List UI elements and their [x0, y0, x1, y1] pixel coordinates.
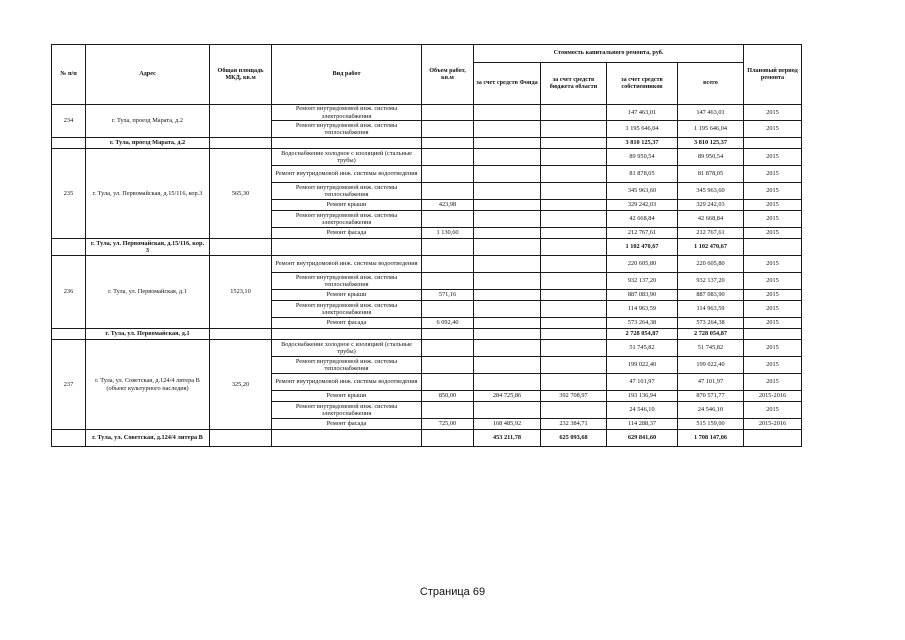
row-total: 42 668,84	[678, 211, 744, 228]
row-volume	[422, 121, 474, 138]
header-period: Плановый период ремонта	[744, 45, 802, 105]
subtotal-work-cell	[272, 430, 422, 447]
row-owners: 114 963,59	[607, 301, 678, 318]
subtotal-fund	[474, 138, 541, 149]
row-work-type: Ремонт внутридомовой инж. системы водоотведения	[272, 256, 422, 273]
row-fund	[474, 228, 541, 239]
row-region	[541, 357, 607, 374]
subtotal-region	[541, 329, 607, 340]
row-period: 2015	[744, 166, 802, 183]
row-num: 235	[52, 149, 86, 239]
row-work-type: Ремонт внутридомовой инж. системы водоотведения	[272, 374, 422, 391]
subtotal-fund: 453 211,78	[474, 430, 541, 447]
row-total: 199 022,40	[678, 357, 744, 374]
row-period: 2015	[744, 105, 802, 121]
row-area	[210, 105, 272, 138]
subtotal-total: 3 810 125,37	[678, 138, 744, 149]
row-period: 2015-2016	[744, 419, 802, 430]
row-volume	[422, 256, 474, 273]
row-owners: 1 195 646,04	[607, 121, 678, 138]
row-region	[541, 183, 607, 200]
subtotal-owners: 1 102 470,67	[607, 239, 678, 256]
row-fund	[474, 340, 541, 357]
row-owners: 573 264,38	[607, 318, 678, 329]
row-owners: 81 878,05	[607, 166, 678, 183]
row-period: 2015	[744, 290, 802, 301]
page-number: Страница 69	[419, 586, 486, 598]
row-period: 2015	[744, 402, 802, 419]
subtotal-area-cell	[210, 430, 272, 447]
row-work-type: Ремонт крыши	[272, 200, 422, 211]
subtotal-volume-cell	[422, 430, 474, 447]
row-total: 24 546,10	[678, 402, 744, 419]
row-region: 392 708,97	[541, 391, 607, 402]
table-row	[52, 256, 802, 273]
header-region: за счет средств бюджета области	[541, 63, 607, 105]
row-address: г. Тула, ул. Первомайская, д.1	[86, 256, 210, 329]
subtotal-row	[52, 138, 802, 149]
row-fund: 168 485,92	[474, 419, 541, 430]
subtotal-total: 2 728 054,87	[678, 329, 744, 340]
row-work-type: Ремонт крыши	[272, 290, 422, 301]
row-volume	[422, 301, 474, 318]
subtotal-label: г. Тула, ул. Первомайская, д.1	[86, 329, 210, 340]
row-work-type: Водоснабжение холодное с изоляцией (стальные трубы)	[272, 340, 422, 357]
row-work-type: Ремонт внутридомовой инж. системы электроснабжения	[272, 211, 422, 228]
row-work-type: Ремонт внутридомовой инж. системы электроснабжения	[272, 301, 422, 318]
row-owners: 47 101,97	[607, 374, 678, 391]
subtotal-fund	[474, 239, 541, 256]
row-owners: 147 463,01	[607, 105, 678, 121]
row-volume	[422, 183, 474, 200]
row-period: 2015	[744, 256, 802, 273]
subtotal-total: 1 708 147,06	[678, 430, 744, 447]
row-fund	[474, 166, 541, 183]
row-owners: 212 767,61	[607, 228, 678, 239]
row-period: 2015	[744, 200, 802, 211]
subtotal-work-cell	[272, 239, 422, 256]
row-work-type: Ремонт внутридомовой инж. системы электроснабжения	[272, 105, 422, 121]
subtotal-fund	[474, 329, 541, 340]
subtotal-label: г. Тула, ул. Советская, д.124/4 литера В	[86, 430, 210, 447]
subtotal-owners: 2 728 054,87	[607, 329, 678, 340]
subtotal-period	[744, 138, 802, 149]
row-region	[541, 374, 607, 391]
subtotal-region	[541, 239, 607, 256]
subtotal-row	[52, 430, 802, 447]
row-work-type: Ремонт внутридомовой инж. системы теплоснабжения	[272, 273, 422, 290]
row-period: 2015	[744, 149, 802, 166]
row-num: 236	[52, 256, 86, 329]
row-owners: 932 137,20	[607, 273, 678, 290]
row-total: 89 950,54	[678, 149, 744, 166]
row-fund	[474, 200, 541, 211]
subtotal-region: 625 093,68	[541, 430, 607, 447]
row-owners: 887 083,90	[607, 290, 678, 301]
row-volume: 571,16	[422, 290, 474, 301]
header-address: Адрес	[86, 45, 210, 105]
header-owners: за счет средств собственников	[607, 63, 678, 105]
row-fund	[474, 211, 541, 228]
row-region	[541, 228, 607, 239]
row-volume	[422, 340, 474, 357]
row-owners: 89 950,54	[607, 149, 678, 166]
row-address: г. Тула, ул. Первомайская, д.15/116, кор.3	[86, 149, 210, 239]
capital-repair-table	[51, 44, 802, 447]
row-fund	[474, 105, 541, 121]
subtotal-num-cell	[52, 329, 86, 340]
row-fund	[474, 183, 541, 200]
subtotal-row	[52, 239, 802, 256]
row-owners: 329 242,03	[607, 200, 678, 211]
row-total: 212 767,61	[678, 228, 744, 239]
row-region	[541, 200, 607, 211]
subtotal-owners: 629 841,60	[607, 430, 678, 447]
row-work-type: Ремонт фасада	[272, 318, 422, 329]
row-region	[541, 340, 607, 357]
subtotal-label: г. Тула, проезд Марата, д.2	[86, 138, 210, 149]
row-work-type: Ремонт фасада	[272, 228, 422, 239]
row-total: 887 083,90	[678, 290, 744, 301]
table-row	[52, 340, 802, 357]
row-total: 114 963,59	[678, 301, 744, 318]
row-area: 565,30	[210, 149, 272, 239]
row-period: 2015	[744, 357, 802, 374]
row-total: 47 101,97	[678, 374, 744, 391]
subtotal-volume-cell	[422, 329, 474, 340]
row-total: 573 264,38	[678, 318, 744, 329]
row-period: 2015	[744, 211, 802, 228]
row-owners: 193 136,94	[607, 391, 678, 402]
row-fund	[474, 290, 541, 301]
row-region	[541, 256, 607, 273]
header-cost-group: Стоимость капитального ремонта, руб.	[474, 45, 744, 63]
row-total: 220 605,80	[678, 256, 744, 273]
row-region	[541, 166, 607, 183]
row-region	[541, 149, 607, 166]
row-region	[541, 273, 607, 290]
row-period: 2015	[744, 273, 802, 290]
row-region	[541, 211, 607, 228]
row-work-type: Ремонт внутридомовой инж. системы теплоснабжения	[272, 121, 422, 138]
subtotal-num-cell	[52, 239, 86, 256]
row-owners: 220 605,80	[607, 256, 678, 273]
row-volume: 1 130,60	[422, 228, 474, 239]
row-volume	[422, 211, 474, 228]
row-total: 345 963,60	[678, 183, 744, 200]
row-fund	[474, 256, 541, 273]
row-address: г. Тула, проезд Марата, д.2	[86, 105, 210, 138]
subtotal-num-cell	[52, 138, 86, 149]
row-owners: 345 963,60	[607, 183, 678, 200]
row-work-type: Ремонт внутридомовой инж. системы водоотведения	[272, 166, 422, 183]
row-owners: 42 668,84	[607, 211, 678, 228]
row-fund	[474, 374, 541, 391]
row-fund: 284 725,86	[474, 391, 541, 402]
row-volume	[422, 105, 474, 121]
row-fund	[474, 273, 541, 290]
subtotal-area-cell	[210, 329, 272, 340]
row-period: 2015	[744, 183, 802, 200]
row-period: 2015	[744, 340, 802, 357]
row-period: 2015-2016	[744, 391, 802, 402]
row-total: 51 745,82	[678, 340, 744, 357]
subtotal-volume-cell	[422, 138, 474, 149]
row-owners: 199 022,40	[607, 357, 678, 374]
row-volume	[422, 374, 474, 391]
row-work-type: Ремонт внутридомовой инж. системы электроснабжения	[272, 402, 422, 419]
row-volume	[422, 357, 474, 374]
row-work-type: Ремонт внутридомовой инж. системы теплоснабжения	[272, 183, 422, 200]
subtotal-total: 1 102 470,67	[678, 239, 744, 256]
row-fund	[474, 318, 541, 329]
row-fund	[474, 402, 541, 419]
row-region	[541, 121, 607, 138]
row-region	[541, 301, 607, 318]
row-region	[541, 290, 607, 301]
header-area: Общая площадь МКД, кв.м	[210, 45, 272, 105]
row-num: 234	[52, 105, 86, 138]
row-period: 2015	[744, 228, 802, 239]
header-work-type: Вид работ	[272, 45, 422, 105]
row-region: 232 384,71	[541, 419, 607, 430]
row-total: 1 195 646,04	[678, 121, 744, 138]
row-work-type: Ремонт внутридомовой инж. системы теплоснабжения	[272, 357, 422, 374]
row-work-type: Ремонт крыши	[272, 391, 422, 402]
subtotal-label: г. Тула, ул. Первомайская, д.15/116, кор. 3	[86, 239, 210, 256]
subtotal-region	[541, 138, 607, 149]
row-fund	[474, 301, 541, 318]
row-region	[541, 318, 607, 329]
row-work-type: Водоснабжение холодное с изоляцией (стальные трубы)	[272, 149, 422, 166]
table-row	[52, 105, 802, 121]
subtotal-period	[744, 329, 802, 340]
row-period: 2015	[744, 374, 802, 391]
row-period: 2015	[744, 301, 802, 318]
row-volume: 6 092,40	[422, 318, 474, 329]
row-total: 147 463,01	[678, 105, 744, 121]
subtotal-owners: 3 810 125,37	[607, 138, 678, 149]
header-volume: Объем работ, кв.м	[422, 45, 474, 105]
header-total: всего	[678, 63, 744, 105]
row-total: 515 159,00	[678, 419, 744, 430]
row-work-type: Ремонт фасада	[272, 419, 422, 430]
row-period: 2015	[744, 318, 802, 329]
subtotal-period	[744, 430, 802, 447]
subtotal-work-cell	[272, 138, 422, 149]
row-fund	[474, 149, 541, 166]
subtotal-num-cell	[52, 430, 86, 447]
table-body	[52, 105, 802, 447]
row-volume	[422, 273, 474, 290]
subtotal-work-cell	[272, 329, 422, 340]
row-address: г. Тула, ул. Советская, д.124/4 литера В (объект культурного наследия)	[86, 340, 210, 430]
row-area: 325,20	[210, 340, 272, 430]
row-total: 870 571,77	[678, 391, 744, 402]
subtotal-period	[744, 239, 802, 256]
row-total: 81 878,05	[678, 166, 744, 183]
table-row	[52, 149, 802, 166]
row-volume: 423,98	[422, 200, 474, 211]
header-fund: за счет средств Фонда	[474, 63, 541, 105]
row-area: 1523,10	[210, 256, 272, 329]
row-owners: 51 745,82	[607, 340, 678, 357]
header-num: № п/п	[52, 45, 86, 105]
subtotal-area-cell	[210, 239, 272, 256]
row-region	[541, 105, 607, 121]
row-owners: 114 288,37	[607, 419, 678, 430]
row-volume	[422, 149, 474, 166]
row-volume	[422, 166, 474, 183]
subtotal-area-cell	[210, 138, 272, 149]
row-fund	[474, 121, 541, 138]
subtotal-volume-cell	[422, 239, 474, 256]
row-region	[541, 402, 607, 419]
subtotal-row	[52, 329, 802, 340]
row-total: 329 242,03	[678, 200, 744, 211]
row-period: 2015	[744, 121, 802, 138]
row-volume: 725,00	[422, 419, 474, 430]
row-owners: 24 546,10	[607, 402, 678, 419]
row-volume: 850,00	[422, 391, 474, 402]
row-num: 237	[52, 340, 86, 430]
row-fund	[474, 357, 541, 374]
row-volume	[422, 402, 474, 419]
row-total: 932 137,20	[678, 273, 744, 290]
